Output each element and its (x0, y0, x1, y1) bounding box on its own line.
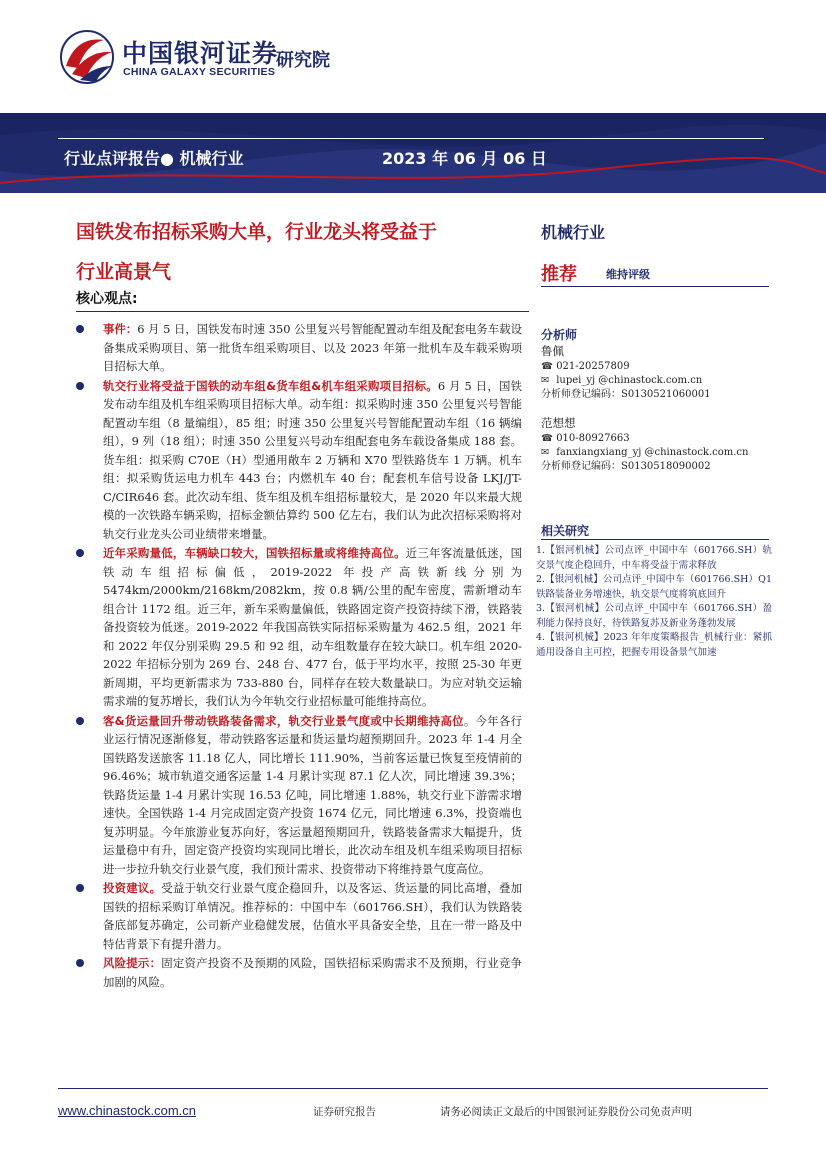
analyst-name: 范想想 (541, 416, 576, 430)
core-views-list (76, 320, 522, 992)
bullet-text: 。今年各行业运行情况逐渐修复，带动铁路客运量和货运量均超预期回升。2023 年 1-4 月全国铁路发送旅客 11.18 亿人，同比增长 111.90%，当前客运量已恢复至疫情前的 96.46%；城市轨道交通客运量 1-4 月累计实现 87.1 亿人次，同比增速 39.3%；铁路货运量 1-4 月累计实现 16.53 亿吨，同比增速 1.88%，轨交行业下游需求增速快。全国铁路 1-4 月完成固定资产投资 1674 亿元，同比增速 6.3%，投资端也复苏明显。今年旅游业复苏向好，客运量超预期回升，铁路装备需求大幅提升，货运量稳中有升，固定资产投资均实现同比增长，此次动车组及机车组采购项目招标进一步拉升轨交行业景气度，我们预计需求、投资带动下将维持景气度高位。 (103, 713, 522, 876)
bullet-text: 6 月 5 日，国铁发布动车组及机车组采购项目招标大单。动车组：拟采购时速 350 公里复兴号智能配置动车组（8 量编组），85 组；时速 350 公里复兴号智能配置动车组（16 辆编组），9 列（18 组）；时速 350 公里复兴号动车组配套电务车载设备集成 188 套。货车组：拟采购 C70E（H）型通用敞车 2 万辆和 X70 型铁路货车 1 万辆。机车组：拟采购货运电力机车 443 台；内燃机车 40 台；配套机车信号设备 LKJ/JT-C/CIR646 套。此次动车组、货车组及机车组招标量较大，是 2020 年以来最大规模的一次铁路车辆采购，招标金额估算约 500 亿左右，我们认为此次招标采购将对轨交行业龙头公司业绩带来增量。 (103, 378, 523, 541)
analyst-phone: 021-20257809 (556, 361, 630, 372)
bullet-text: 近三年客流量低迷，国铁动车组招标偏低，2019-2022 年投产高铁新线分别为 5474km/2000km/2168km/2082km，按 0.8 辆/公里的配车密度，需新增动车组合计 1172 组。近三年，新车采购量偏低，铁路固定资产投资持续下滑，铁路装备投资较为低迷。2019-2022 年我国高铁实际招标采购量为 462.5 组，2021 年和 2022 年仅分别采购 29.5 和 92 组，动车组数量存在较大缺口。机车组 2020-2022 年招标分别为 269 台、248 台、477 台，低于平均水平，按照 25-30 年更新周期，平均更新需求为 733-880 台，同样存在较大数量缺口。为应对轨交运输需求端的复苏增长，我们认为今年轨交行业招标量可能维持高位。 (103, 546, 522, 708)
bullet-risk (76, 954, 522, 991)
bullet-lead: 客&货运量回升带动铁路装备需求，轨交行业景气度或中长期维持高位 (103, 713, 464, 728)
sidebar-rule (541, 286, 769, 287)
related-research-heading: 相关研究 (541, 524, 590, 538)
bullet-text: 6 月 5 日，国铁发布时速 350 公里复兴号智能配置动车组及配套电务车载设备集成采购项目、第一批货车组采购项目、以及 2023 年第一批机车及车载采购项目招标大单。 (103, 322, 522, 373)
related-research-rule (541, 539, 769, 540)
bullet-text: 固定资产投资不及预期的风险，国铁招标采购需求不及预期，行业竞争加剧的风险。 (103, 956, 522, 989)
analyst-phone: 010-80927663 (556, 433, 630, 444)
analyst-email[interactable]: fanxiangxiang_yj @chinastock.com.cn (556, 447, 749, 458)
bullet-lead: 风险提示： (103, 956, 162, 970)
analyst-reg: 分析师登记编码：S0130518090002 (541, 461, 711, 472)
bullet-dot-icon (76, 549, 84, 557)
logo-chinese-name: 中国银河证券 (122, 39, 279, 68)
mail-icon: ✉ (541, 447, 549, 458)
footer-report-type: 证券研究报告 (313, 1106, 376, 1118)
bullet-lead: 投资建议。 (103, 881, 162, 895)
analyst-email-row (541, 374, 771, 388)
logo-institute: 研究院 (276, 50, 330, 71)
company-logo (58, 28, 358, 90)
related-research-item[interactable]: 4.【银河机械】2023 年年度策略报告_机械行业：紧抓通用设备自主可控，把握专用设备景气加速 (536, 632, 772, 658)
sidebar-rating: 推荐 (541, 264, 577, 285)
analyst-card (541, 414, 771, 474)
bullet-tender (76, 377, 522, 544)
bullet-lead: 近年采购量低，车辆缺口较大，国铁招标量或将维持高位。 (103, 546, 406, 560)
related-research-list (536, 544, 772, 660)
report-date: 2023 年 06 月 06 日 (382, 149, 547, 168)
bullet-dot-icon (76, 325, 84, 333)
analyst-phone-row (541, 360, 771, 374)
report-type: 行业点评报告● 机械行业 (64, 149, 244, 168)
analyst-email[interactable]: lupei_yj @chinastock.com.cn (556, 375, 703, 386)
bullet-dot-icon (76, 884, 84, 892)
title-line-2: 行业高景气 (76, 261, 172, 283)
sidebar-industry: 机械行业 (541, 223, 606, 242)
footer-disclaimer: 请务必阅读正文最后的中国银河证券股份公司免责声明 (440, 1106, 692, 1118)
bullet-dot-icon (76, 382, 84, 390)
related-research-item[interactable]: 2.【银河机械】公司点评_中国中车（601766.SH）Q1 铁路装备业务增速快，轨交景气度将筑底回升 (536, 574, 772, 600)
bullet-lead: 事件： (103, 322, 138, 336)
bullet-gap (76, 544, 522, 711)
bullet-demand (76, 712, 522, 879)
analyst-heading: 分析师 (541, 328, 578, 342)
related-research-item[interactable]: 1.【银河机械】公司点评_中国中车（601766.SH）轨交景气度企稳回升，中车将受益于需求释放 (536, 545, 772, 571)
bullet-investment (76, 879, 522, 953)
sidebar-rating-note: 维持评级 (606, 268, 650, 281)
mail-icon: ✉ (541, 375, 549, 386)
analyst-card (541, 342, 771, 402)
galaxy-logo-icon (58, 28, 116, 86)
core-views-label: 核心观点: (76, 291, 138, 307)
core-views-rule (76, 311, 529, 312)
phone-icon: ☎ (541, 361, 553, 372)
analyst-phone-row (541, 432, 771, 446)
bullet-dot-icon (76, 717, 84, 725)
bullet-text: 受益于轨交行业景气度企稳回升，以及客运、货运量的同比高增，叠加国铁的招标采购订单情况。推荐标的：中国中车（601766.SH），我们认为铁路装备底部复苏确定，公司新产业稳健发展，估值水平具备安全垫，且在一带一路及中特估背景下有提升潜力。 (103, 881, 522, 951)
banner-divider (58, 138, 764, 139)
analyst-reg: 分析师登记编码：S0130521060001 (541, 389, 711, 400)
title-line-1: 国铁发布招标采购大单，行业龙头将受益于 (76, 221, 438, 243)
logo-english-name: CHINA GALAXY SECURITIES (123, 66, 276, 78)
analyst-email-row (541, 446, 771, 460)
footer-website-link[interactable]: www.chinastock.com.cn (58, 1103, 196, 1118)
phone-icon: ☎ (541, 433, 553, 444)
bullet-event (76, 320, 522, 376)
related-research-item[interactable]: 3.【银河机械】公司点评_中国中车（601766.SH）盈利能力保持良好，待铁路复苏及新业务蓬勃发展 (536, 603, 772, 629)
footer-rule (58, 1088, 768, 1089)
bullet-lead: 轨交行业将受益于国铁的动车组&货车组&机车组采购项目招标。 (103, 378, 438, 393)
analyst-name: 鲁佩 (541, 344, 564, 358)
report-title (76, 212, 531, 292)
bullet-dot-icon (76, 959, 84, 967)
